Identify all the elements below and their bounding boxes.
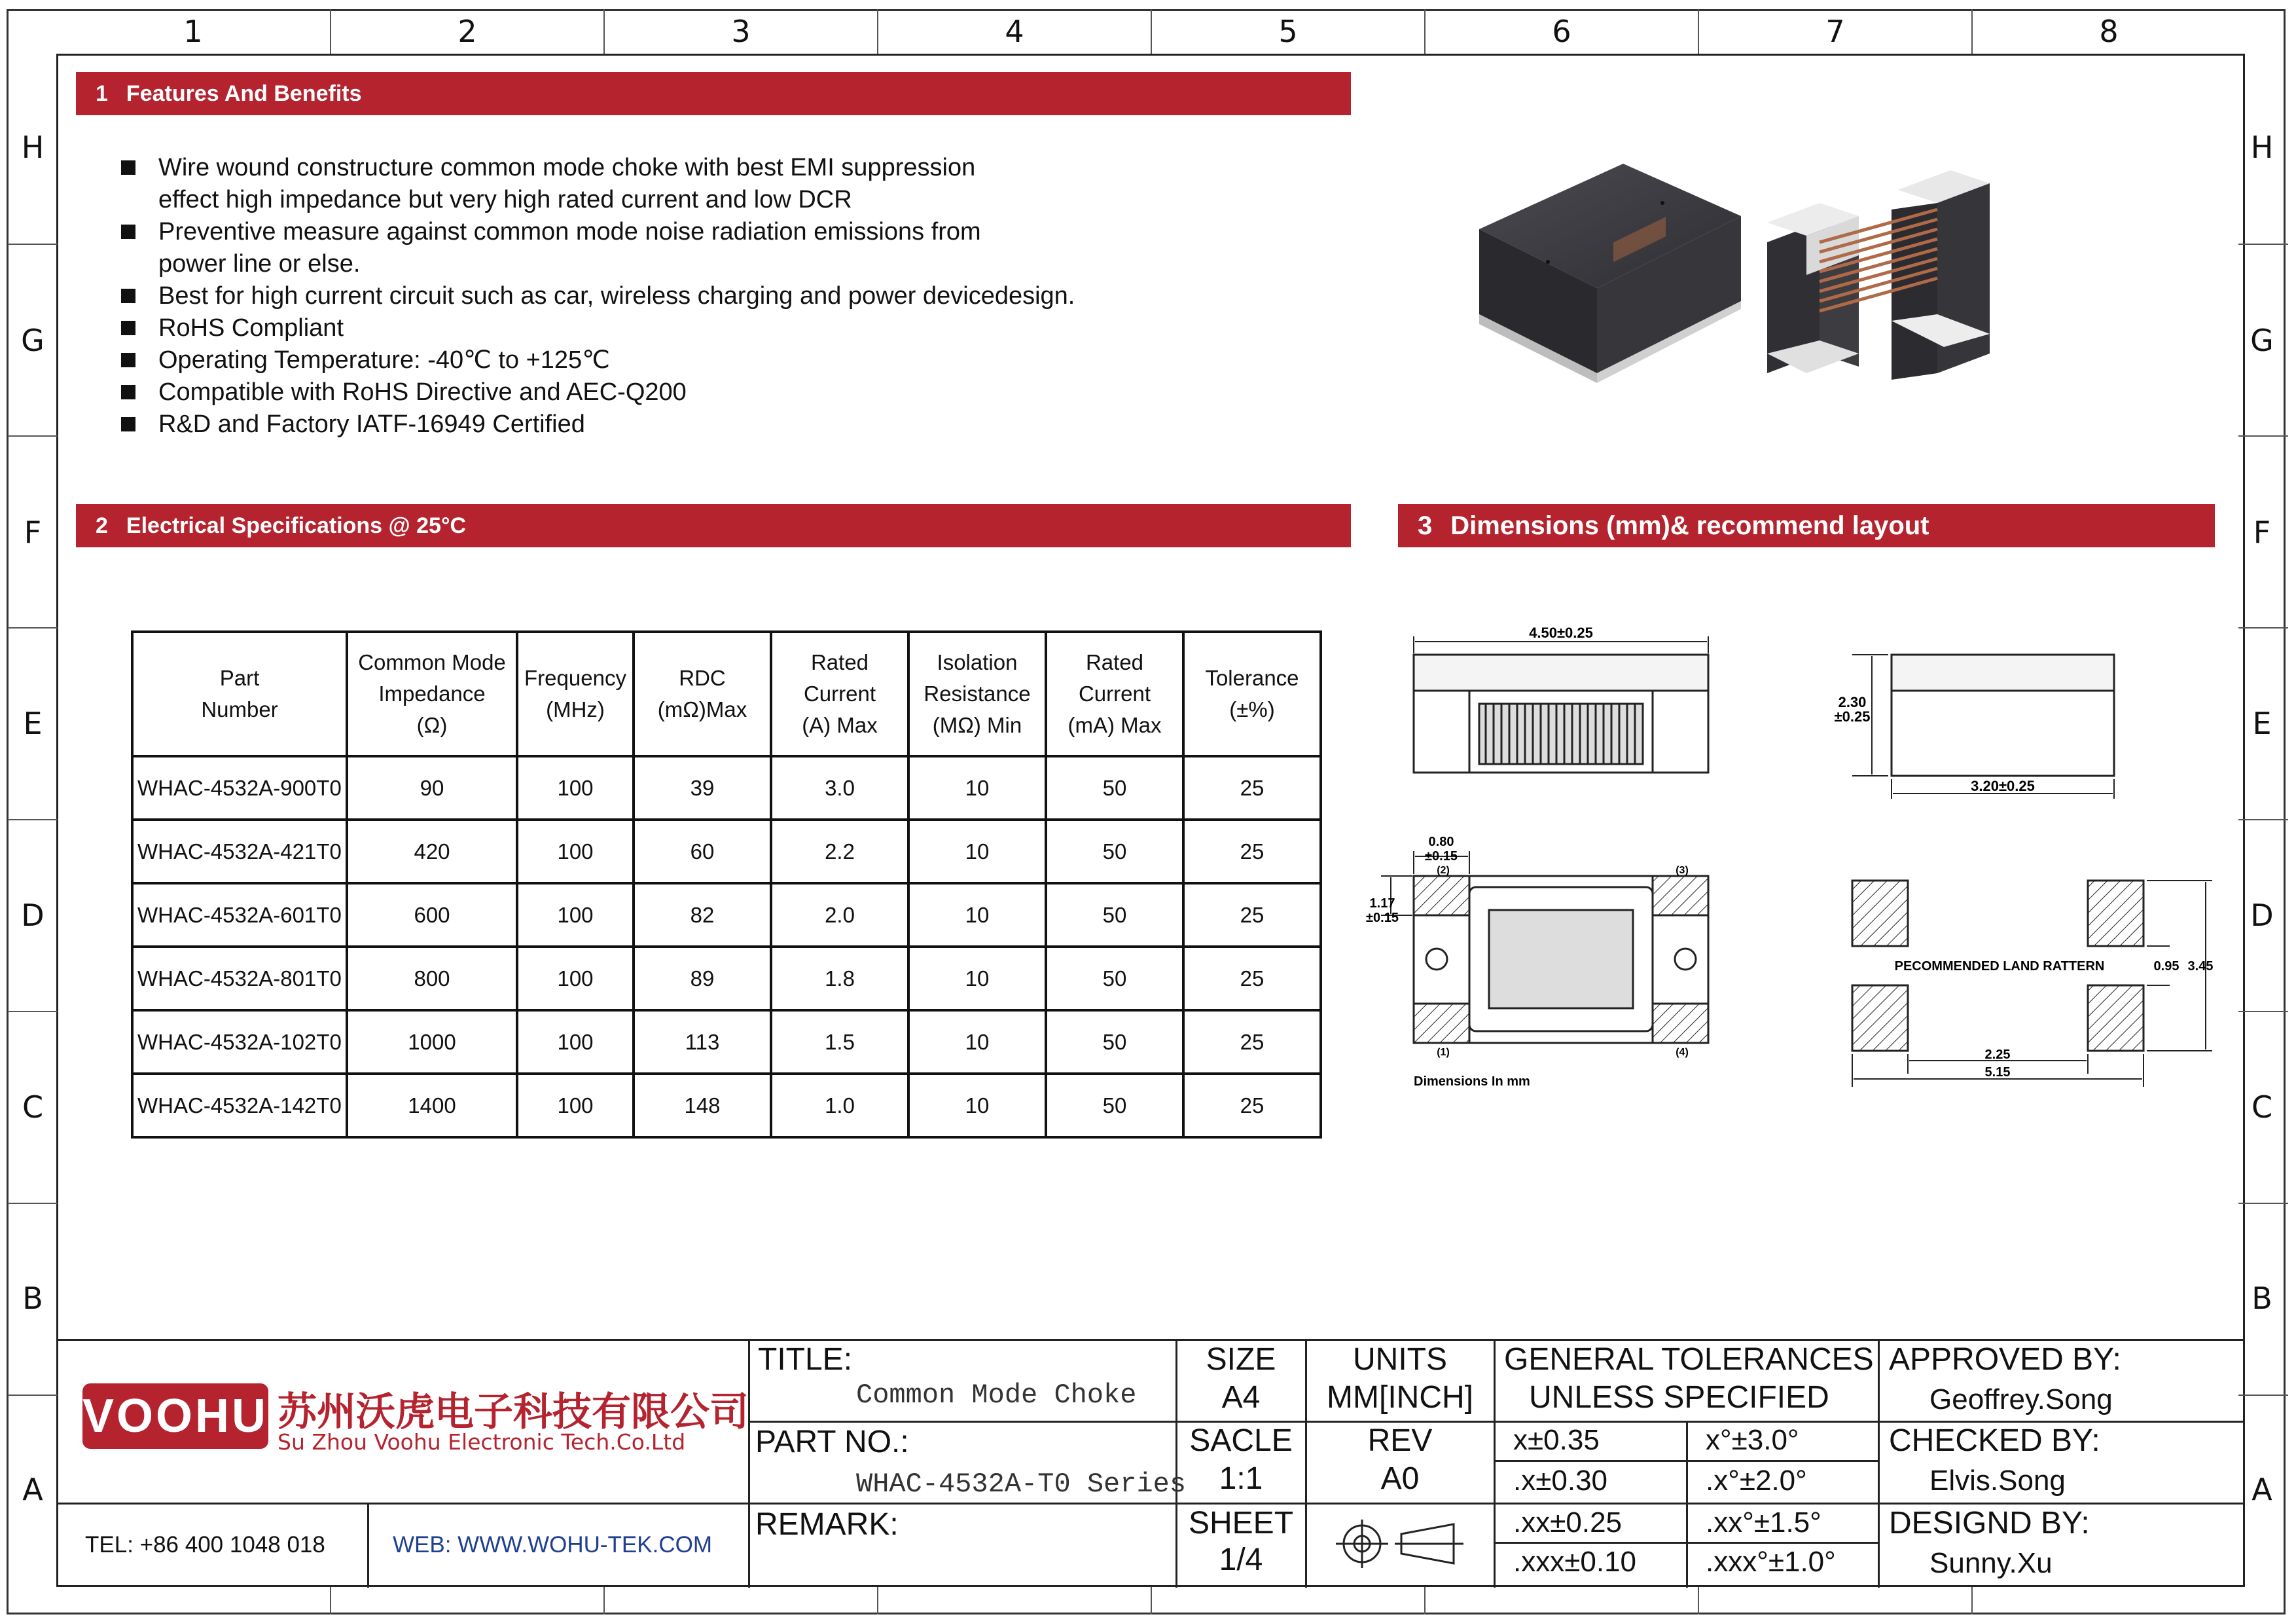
cell-frequency: 100 <box>517 883 634 947</box>
zone-tick <box>2238 244 2288 245</box>
zone-tick <box>877 1587 878 1614</box>
cell-impedance: 600 <box>347 883 517 947</box>
pin-4-label: (4) <box>1676 1047 1689 1058</box>
cell-part-number: WHAC-4532A-102T0 <box>132 1010 347 1074</box>
zone-row-h-left: H <box>21 130 45 165</box>
rev-value: A0 <box>1380 1461 1420 1496</box>
zone-row-d-right: D <box>2250 898 2274 933</box>
dim-height-tol: ±0.25 <box>1834 708 1871 725</box>
dimension-drawing <box>1355 622 2232 1100</box>
zone-tick <box>603 1587 605 1614</box>
bullet-square-icon <box>121 353 135 367</box>
cell-frequency: 100 <box>517 756 634 820</box>
designed-by-label: DESIGND BY: <box>1889 1506 2090 1541</box>
header-rated-current-ma: Rated Current (mA) Max <box>1046 632 1183 756</box>
spec-table <box>131 630 1322 1139</box>
pin-3-label: (3) <box>1676 865 1689 876</box>
checked-by-value: Elvis.Song <box>1929 1465 2066 1497</box>
cell-isolation: 10 <box>908 1074 1046 1137</box>
sheet-value: 1/4 <box>1219 1542 1263 1577</box>
cell-rdc: 148 <box>634 1074 771 1137</box>
website-link[interactable]: WEB: WWW.WOHU-TEK.COM <box>393 1532 712 1558</box>
company-name-cn: 苏州沃虎电子科技有限公司 <box>278 1389 749 1435</box>
feature-item: Operating Temperature: -40℃ to +125℃ <box>118 344 1296 376</box>
zone-tick <box>2238 1203 2288 1204</box>
cell-rated-current-a: 1.0 <box>771 1074 908 1137</box>
section-title: Dimensions (mm)& recommend layout <box>1450 511 1929 540</box>
zone-tick <box>8 1395 58 1396</box>
tolerance-value: .xx±0.25 <box>1513 1506 1623 1539</box>
scale-value: 1:1 <box>1219 1461 1263 1496</box>
zone-row-a-left: A <box>22 1472 43 1507</box>
cell-isolation: 10 <box>908 1010 1046 1074</box>
zone-tick <box>8 1011 58 1012</box>
sheet-label: SHEET <box>1188 1506 1294 1541</box>
cell-impedance: 800 <box>347 947 517 1010</box>
zone-tick <box>2238 1011 2288 1012</box>
cell-frequency: 100 <box>517 820 634 883</box>
tolerance-value: x°±3.0° <box>1706 1424 1799 1456</box>
cell-impedance: 1000 <box>347 1010 517 1074</box>
table-row <box>132 820 1321 883</box>
dimensions-banner <box>1398 504 2215 547</box>
land-pattern-label: PECOMMENDED LAND RATTERN <box>1894 959 2105 974</box>
pin-2-label: (2) <box>1437 865 1450 876</box>
feature-item: Preventive measure against common mode noise radiation emissions from power line or else. <box>118 216 1296 280</box>
dimensions-note: Dimensions In mm <box>1414 1074 1530 1089</box>
approved-by-label: APPROVED BY: <box>1889 1342 2121 1377</box>
zone-row-g-left: G <box>21 323 45 358</box>
cell-rated-current-a: 3.0 <box>771 756 908 820</box>
cell-part-number: WHAC-4532A-421T0 <box>132 820 347 883</box>
bullet-square-icon <box>121 385 135 399</box>
cell-tolerance: 25 <box>1183 1074 1321 1137</box>
cell-frequency: 100 <box>517 947 634 1010</box>
zone-tick <box>8 819 58 820</box>
zone-tick <box>330 1587 331 1614</box>
size-label: SIZE <box>1206 1342 1276 1377</box>
zone-tick <box>8 244 58 245</box>
cell-isolation: 10 <box>908 756 1046 820</box>
zone-row-g-right: G <box>2250 323 2274 358</box>
zone-row-b-left: B <box>22 1281 43 1316</box>
table-row <box>132 1010 1321 1074</box>
designed-by-value: Sunny.Xu <box>1929 1547 2053 1579</box>
approved-by-value: Geoffrey.Song <box>1929 1383 2113 1415</box>
title-block <box>56 1339 2245 1588</box>
cell-part-number: WHAC-4532A-900T0 <box>132 756 347 820</box>
features-banner <box>76 72 1351 115</box>
dim-pad-width-tol: ±0.15 <box>1425 849 1458 864</box>
product-photo <box>1466 157 2016 406</box>
side-view <box>1852 655 2114 799</box>
cell-impedance: 90 <box>347 756 517 820</box>
tolerances-title: GENERAL TOLERANCES <box>1504 1342 1874 1377</box>
section-title: Electrical Specifications @ 25°C <box>126 513 467 538</box>
title-value: Common Mode Choke <box>856 1379 1137 1411</box>
cell-rated-current-ma: 50 <box>1046 947 1183 1010</box>
zone-tick <box>2238 435 2288 437</box>
zone-tick <box>8 1203 58 1204</box>
header-rdc: RDC (mΩ)Max <box>634 632 771 756</box>
zone-col-7: 7 <box>1698 9 1971 54</box>
cell-rdc: 89 <box>634 947 771 1010</box>
table-row <box>132 1074 1321 1137</box>
land-dim-gap: 0.95 <box>2153 959 2179 974</box>
cell-tolerance: 25 <box>1183 883 1321 947</box>
header-isolation-resistance: Isolation Resistance (MΩ) Min <box>908 632 1046 756</box>
phone-number: TEL: +86 400 1048 018 <box>85 1532 325 1558</box>
header-frequency: Frequency (MHz) <box>517 632 634 756</box>
feature-item: Wire wound constructure common mode choke with best EMI suppression effect high impedance but very high rated current and low DCR <box>118 152 1296 216</box>
cell-part-number: WHAC-4532A-142T0 <box>132 1074 347 1137</box>
zone-row-d-left: D <box>21 898 45 933</box>
rev-label: REV <box>1367 1423 1433 1458</box>
zone-row-f-left: F <box>24 515 42 550</box>
cell-tolerance: 25 <box>1183 1010 1321 1074</box>
cell-rdc: 39 <box>634 756 771 820</box>
header-impedance: Common Mode Impedance (Ω) <box>347 632 517 756</box>
zone-tick <box>1424 1587 1426 1614</box>
cell-rated-current-a: 1.5 <box>771 1010 908 1074</box>
zone-col-8: 8 <box>1971 9 2245 54</box>
tolerance-value: .xxx±0.10 <box>1513 1546 1637 1578</box>
cell-rated-current-ma: 50 <box>1046 1010 1183 1074</box>
checked-by-label: CHECKED BY: <box>1889 1423 2100 1458</box>
cell-rdc: 82 <box>634 883 771 947</box>
cell-frequency: 100 <box>517 1010 634 1074</box>
zone-row-c-left: C <box>22 1089 44 1125</box>
dim-width-label: 3.20±0.25 <box>1971 778 2035 794</box>
zone-col-2: 2 <box>330 9 603 54</box>
pin-1-label: (1) <box>1437 1047 1450 1058</box>
cell-isolation: 10 <box>908 820 1046 883</box>
zone-tick <box>1151 1587 1152 1614</box>
land-dim-height: 3.45 <box>2187 959 2214 974</box>
part-number-label: PART NO.: <box>755 1425 909 1459</box>
cell-tolerance: 25 <box>1183 756 1321 820</box>
header-rated-current-a: Rated Current (A) Max <box>771 632 908 756</box>
table-row <box>132 947 1321 1010</box>
bullet-square-icon <box>121 160 135 175</box>
cell-rated-current-ma: 50 <box>1046 1074 1183 1137</box>
zone-tick <box>1698 1587 1699 1614</box>
zone-col-4: 4 <box>877 9 1151 54</box>
bullet-square-icon <box>121 321 135 335</box>
table-header-row <box>132 632 1321 756</box>
cell-rated-current-a: 1.8 <box>771 947 908 1010</box>
land-dim-outer: 5.15 <box>1984 1065 2011 1080</box>
section-number: 2 <box>96 513 108 538</box>
features-list <box>118 152 1296 441</box>
feature-item: RoHS Compliant <box>118 312 1296 344</box>
front-view <box>1414 636 1708 773</box>
zone-tick <box>2238 627 2288 629</box>
tolerance-value: .x±0.30 <box>1513 1465 1608 1497</box>
voohu-logo: VOOHU <box>82 1383 268 1449</box>
zone-row-f-right: F <box>2253 515 2271 550</box>
dim-pad-width: 0.80 <box>1428 835 1454 849</box>
units-label: UNITS <box>1353 1342 1447 1377</box>
bullet-square-icon <box>121 417 135 431</box>
cell-part-number: WHAC-4532A-801T0 <box>132 947 347 1010</box>
tolerance-value: .x°±2.0° <box>1706 1465 1807 1497</box>
choke-open-illustration <box>1767 170 1990 380</box>
section-number: 1 <box>96 81 108 106</box>
cell-impedance: 420 <box>347 820 517 883</box>
projection-symbol-icon <box>1323 1514 1473 1573</box>
zone-row-c-right: C <box>2251 1089 2273 1125</box>
cell-frequency: 100 <box>517 1074 634 1137</box>
zone-row-h-right: H <box>2250 130 2274 165</box>
zone-tick <box>8 435 58 437</box>
cell-rated-current-ma: 50 <box>1046 820 1183 883</box>
zone-columns-bottom <box>56 1587 2245 1614</box>
bottom-view <box>1381 851 1708 1043</box>
choke-closed-illustration <box>1479 164 1741 383</box>
zone-col-1: 1 <box>183 14 203 49</box>
zone-columns-top <box>56 9 2245 54</box>
cell-impedance: 1400 <box>347 1074 517 1137</box>
zone-tick <box>2238 819 2288 820</box>
company-name-en: Su Zhou Voohu Electronic Tech.Co.Ltd <box>278 1429 686 1455</box>
remark-label: REMARK: <box>755 1507 899 1542</box>
feature-item: Best for high current circuit such as car, wireless charging and power devicedesign. <box>118 280 1296 312</box>
cell-tolerance: 25 <box>1183 820 1321 883</box>
dim-height-label: 2.30 <box>1838 694 1867 710</box>
zone-row-e-left: E <box>23 706 43 741</box>
cell-rated-current-a: 2.2 <box>771 820 908 883</box>
zone-row-b-right: B <box>2251 1281 2272 1316</box>
zone-tick <box>8 627 58 629</box>
tolerance-value: .xxx°±1.0° <box>1706 1546 1836 1578</box>
feature-item: Compatible with RoHS Directive and AEC-Q200 <box>118 376 1296 409</box>
electrical-banner <box>76 504 1351 547</box>
table-row <box>132 756 1321 820</box>
dim-pad-height: 1.17 <box>1369 896 1395 911</box>
header-part-number: Part Number <box>132 632 347 756</box>
land-dim-inner: 2.25 <box>1984 1048 2011 1062</box>
zone-col-6: 6 <box>1424 9 1698 54</box>
zone-tick <box>2238 1395 2288 1396</box>
title-label: TITLE: <box>758 1342 853 1377</box>
zone-row-e-right: E <box>2252 706 2272 741</box>
zone-col-5: 5 <box>1151 9 1424 54</box>
cell-part-number: WHAC-4532A-601T0 <box>132 883 347 947</box>
tolerance-value: .xx°±1.5° <box>1706 1506 1821 1539</box>
cell-rated-current-ma: 50 <box>1046 883 1183 947</box>
cell-tolerance: 25 <box>1183 947 1321 1010</box>
zone-col-3: 3 <box>603 9 877 54</box>
zone-tick <box>1971 1587 1973 1614</box>
bullet-square-icon <box>121 289 135 303</box>
cell-rdc: 113 <box>634 1010 771 1074</box>
section-title: Features And Benefits <box>126 81 362 106</box>
cell-rated-current-a: 2.0 <box>771 883 908 947</box>
cell-rated-current-ma: 50 <box>1046 756 1183 820</box>
bullet-square-icon <box>121 225 135 239</box>
cell-isolation: 10 <box>908 883 1046 947</box>
tolerances-subtitle: UNLESS SPECIFIED <box>1529 1380 1829 1415</box>
units-value: MM[INCH] <box>1327 1380 1473 1415</box>
table-row <box>132 883 1321 947</box>
cell-isolation: 10 <box>908 947 1046 1010</box>
zone-row-a-right: A <box>2251 1472 2272 1507</box>
feature-item: R&D and Factory IATF-16949 Certified <box>118 409 1296 441</box>
part-number-value: WHAC-4532A-T0 Series <box>856 1468 1187 1500</box>
dim-pad-height-tol: ±0.15 <box>1366 911 1399 925</box>
header-tolerance: Tolerance (±%) <box>1183 632 1321 756</box>
tolerance-value: x±0.35 <box>1513 1424 1600 1456</box>
section-number: 3 <box>1418 511 1433 540</box>
cell-rdc: 60 <box>634 820 771 883</box>
dim-length-label: 4.50±0.25 <box>1529 625 1593 641</box>
scale-label: SACLE <box>1189 1423 1293 1458</box>
size-value: A4 <box>1221 1380 1261 1415</box>
